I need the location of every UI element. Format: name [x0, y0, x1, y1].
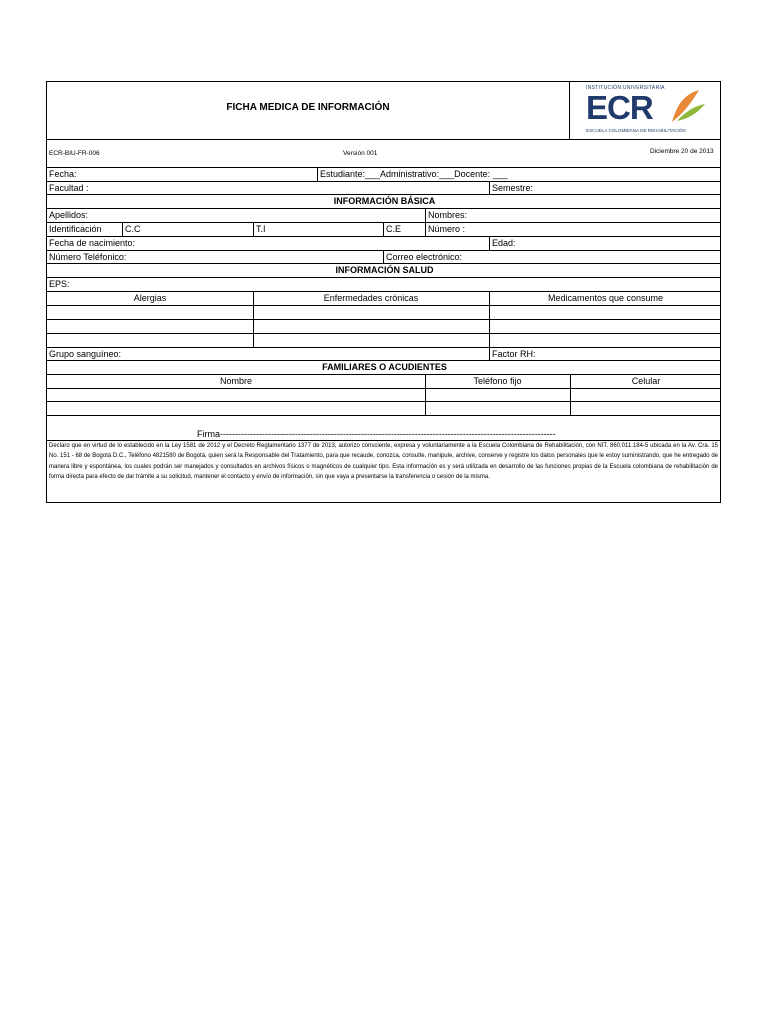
logo-bottom-text: ESCUELA COLOMBIANA DE REHABILITACIÓN — [586, 128, 686, 133]
fecha-nacimiento-label: Fecha de nacimiento: — [49, 238, 136, 248]
form-code: ECR-BIU-FR-006 — [49, 150, 100, 157]
form-title: FICHA MEDICA DE INFORMACIÓN — [226, 102, 390, 113]
health-table-row — [47, 319, 720, 320]
form-version: Versión 001 — [343, 150, 378, 157]
eps-label: EPS: — [49, 279, 70, 289]
factor-label: Factor RH: — [492, 349, 536, 359]
grupo-label: Grupo sanguíneo: — [49, 349, 122, 359]
enfermedades-header: Enfermedades crónicas — [323, 293, 419, 303]
section-familiares: FAMILIARES O ACUDIENTES — [322, 362, 447, 372]
apellidos-label: Apellidos: — [49, 210, 89, 220]
form-date: Diciembre 20 de 2013 — [650, 148, 714, 155]
facultad-label: Facultad : — [49, 183, 89, 193]
fecha-label: Fecha: — [49, 169, 77, 179]
section-salud: INFORMACIÓN SALUD — [335, 265, 434, 275]
ce-label: C.E — [386, 224, 402, 234]
medical-form — [46, 81, 721, 503]
family-table-row — [47, 401, 720, 402]
section-basica: INFORMACIÓN BÁSICA — [333, 196, 436, 206]
celular-header: Celular — [631, 376, 661, 386]
health-table-row — [47, 333, 720, 334]
medicamentos-header: Medicamentos que consume — [547, 293, 664, 303]
correo-label: Correo electrónico: — [386, 252, 463, 262]
edad-label: Edad: — [492, 238, 516, 248]
health-table-row — [47, 305, 720, 306]
firma-line[interactable]: Firma---------------------------------------------------------------------------------------------------------------- — [197, 429, 556, 439]
nombre-header: Nombre — [219, 376, 252, 386]
leaf-icon — [669, 88, 707, 124]
telefono-fijo-header: Teléfono fijo — [473, 376, 522, 386]
logo-letters: ECR — [586, 89, 653, 126]
ecr-logo — [569, 82, 722, 139]
legal-notice: Declaro que en virtud de lo establecido en la Ley 1581 de 2012 y el Decreto Reglamentario 1377 de 2013, autorizo consciente, expresa y voluntariamente a la Escuela Colombiana de Rehabilitación, con NIT. 860.011.184-5 ubicada en la Av. Cra. 15 No. 151 - 68 de Bogotá D.C., Teléfono 4821580 de Bogotá, quien será la Responsable del Tratamiento, para que recaude, conozca, consulte, manipule, archive, conserve y registre los datos personales que le estoy suministrando, que he entregado de manera libre y espontánea, los cuales podrán ser manejados y consultados en archivos físicos o magnéticos de cualquier tipo. Esta información es y será utilizada en desarrollo de las funciones propias de la Escuela colombiana de rehabilitación de forma directa para efecto de dar trámite a su solicitud, mantener el contacto y envío de información, sin que vaya a presentarse la transferencia o cesión de la misma. — [49, 443, 718, 481]
ti-label: T.I — [256, 224, 266, 234]
logo-top-text: INSTITUCIÓN UNIVERSITARIA — [586, 85, 665, 91]
telefono-label: Número Teléfonico: — [49, 252, 127, 262]
roles-field[interactable]: Estudiante:___Administrativo:___Docente: ___ — [320, 169, 508, 179]
nombres-label: Nombres: — [428, 210, 468, 220]
family-table-row — [47, 388, 720, 389]
numero-label: Número : — [428, 224, 466, 234]
semestre-label: Semestre: — [492, 183, 534, 193]
identificacion-label: Identificación — [49, 224, 102, 234]
cc-label: C.C — [125, 224, 141, 234]
alergias-header: Alergias — [133, 293, 167, 303]
